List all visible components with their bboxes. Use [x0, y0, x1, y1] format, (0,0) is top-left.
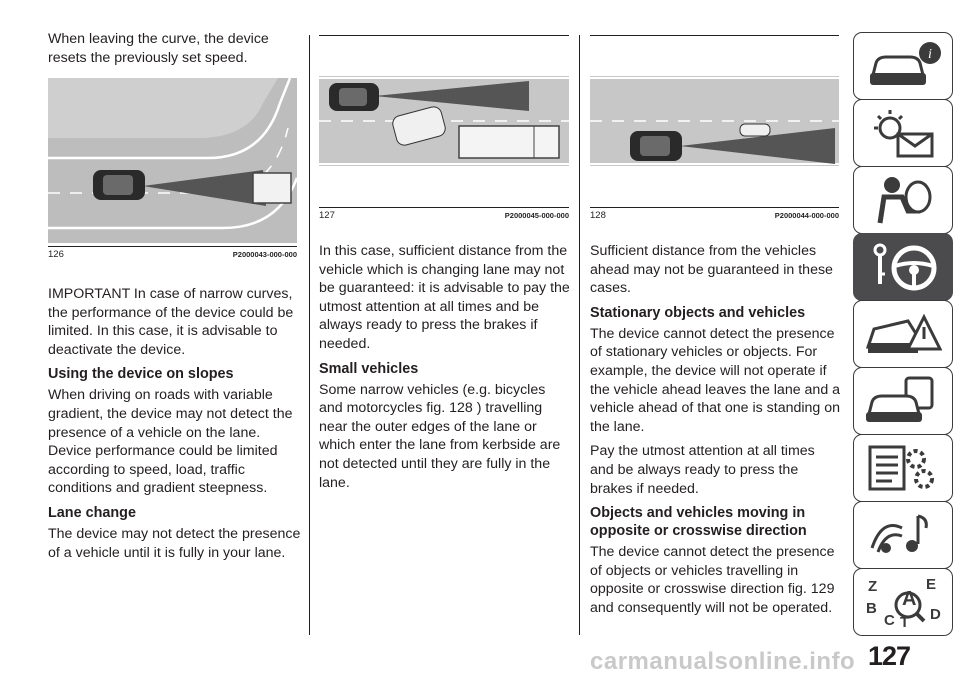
index-letter: C — [884, 612, 895, 629]
column-divider-1 — [309, 35, 310, 635]
figure-127 — [319, 35, 569, 225]
index-icon — [862, 575, 946, 629]
figure-126 — [48, 78, 297, 266]
figure-code: P2000043-000-000 — [232, 250, 297, 259]
lane-change-text: The device may not detect the presence of a vehicle until it is fully in your lane. — [48, 525, 301, 561]
tab-warning-lights[interactable] — [853, 99, 953, 167]
lane-change-heading: Lane change — [48, 504, 136, 521]
index-letter: B — [866, 600, 877, 617]
watermark: carmanualsonline.info — [590, 648, 856, 675]
figure-127-caption — [319, 207, 569, 221]
figure-128 — [590, 35, 839, 225]
attention-text: Pay the utmost attention at all times and be always ready to press the brakes if needed. — [590, 443, 815, 497]
tab-index[interactable] — [853, 568, 953, 636]
figure-126-image — [48, 78, 297, 243]
figure-number: 128 — [590, 210, 606, 221]
tab-emergency[interactable] — [853, 300, 953, 368]
tab-safety[interactable] — [853, 166, 953, 234]
stationary-text: The device cannot detect the presence of stationary vehicles or objects. For example, the device will not operate if the vehicle ahead leaves the lane and a vehicle ahead of that one is standing on the lane. — [590, 325, 841, 435]
opposite-heading: Objects and vehicles moving in opposite or crosswise direction — [590, 505, 807, 540]
warning-lights-icon — [862, 106, 942, 160]
col3-paragraph: Sufficient distance from the vehicles ahead may not be guaranteed in these cases. — [590, 243, 833, 297]
small-vehicles-heading: Small vehicles — [319, 360, 419, 377]
figure-128-image — [590, 35, 839, 206]
column-1 — [48, 30, 303, 73]
slopes-heading: Using the device on slopes — [48, 366, 234, 383]
small-vehicles-text: Some narrow vehicles (e.g. bicycles and motorcycles fig. 128 ) travelling near the outer edges of the lane or which enter the lane from kerbside are not detected until they are fully in the lane. — [319, 381, 561, 491]
tab-maintenance[interactable] — [853, 367, 953, 435]
figure-code: P2000045-000-000 — [504, 211, 569, 220]
figure-127-image — [319, 35, 569, 206]
page-number: 127 — [868, 641, 911, 671]
safety-airbag-icon — [862, 173, 942, 227]
tab-starting-driving[interactable] — [853, 233, 953, 301]
steering-wheel-key-icon — [862, 240, 942, 294]
index-letter: D — [930, 606, 941, 623]
column-1-lower — [48, 285, 303, 568]
index-letter: Z — [868, 578, 878, 595]
column-3 — [590, 242, 842, 624]
technical-data-icon — [862, 441, 942, 495]
index-letter: E — [926, 576, 937, 593]
col2-paragraph: In this case, sufficient distance from the vehicle which is changing lane may not be guaranteed: it is advisable to pay the utmost attention at all times and be always ready to press the brakes if needed. — [319, 243, 570, 352]
column-divider-2 — [579, 35, 580, 635]
tab-multimedia[interactable] — [853, 501, 953, 569]
figure-code: P2000044-000-000 — [774, 211, 839, 220]
tab-technical-data[interactable] — [853, 434, 953, 502]
stationary-heading: Stationary objects and vehicles — [590, 304, 806, 321]
car-info-icon — [862, 39, 942, 93]
svg-text:i: i — [928, 47, 932, 62]
car-maintenance-icon — [862, 374, 942, 428]
multimedia-icon — [862, 508, 942, 562]
index-letter: A — [902, 588, 917, 610]
figure-126-caption — [48, 246, 297, 260]
important-note: IMPORTANT In case of narrow curves, the performance of the device could be limited. In this case, it is advisable to deactivate the device. — [48, 286, 294, 358]
column-2 — [319, 242, 571, 498]
opposite-text: The device cannot detect the presence of objects or vehicles travelling in opposite or crosswise direction fig. 129 and consequently will not be operated. — [590, 544, 835, 616]
figure-128-caption — [590, 207, 839, 221]
index-letter: T — [900, 614, 910, 629]
figure-number: 126 — [48, 249, 64, 260]
emergency-icon — [862, 307, 942, 361]
tab-car-info[interactable] — [853, 32, 953, 100]
intro-text: When leaving the curve, the device resets the previously set speed. — [48, 31, 269, 66]
slopes-text: When driving on roads with variable gradient, the device may not detect the presence of a vehicle on the lane. Device performance could be limited according to speed, load, traffic conditions and gradient steepness. — [48, 387, 293, 497]
figure-number: 127 — [319, 210, 335, 221]
